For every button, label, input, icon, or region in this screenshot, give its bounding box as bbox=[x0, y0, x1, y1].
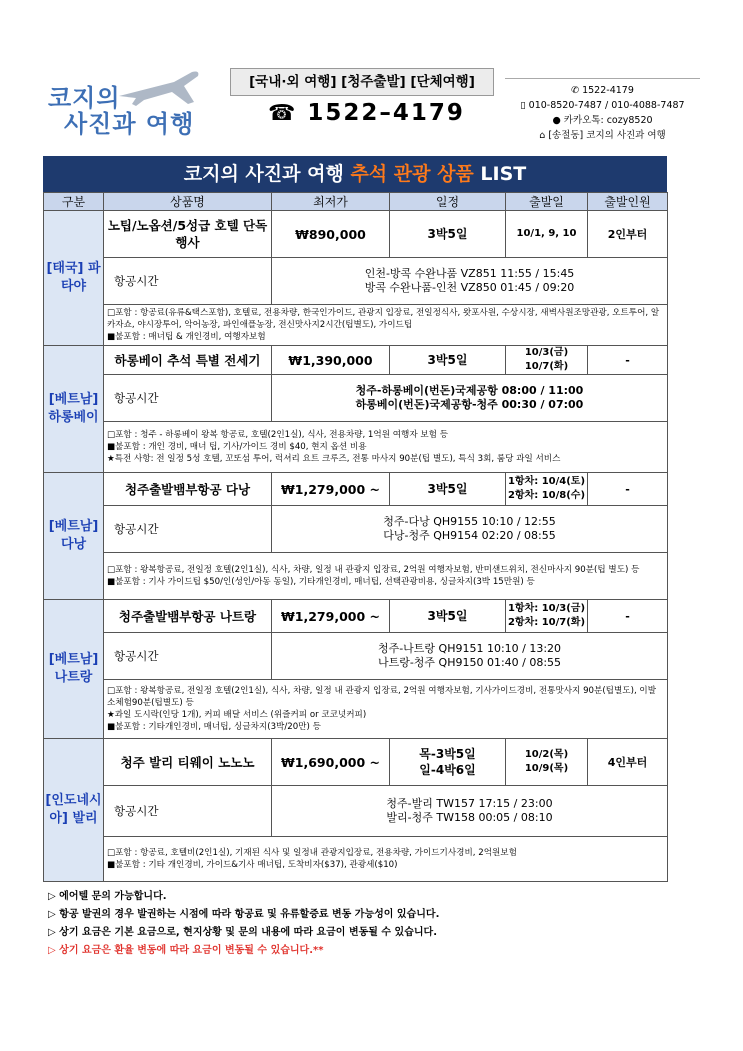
product-schedule bbox=[390, 346, 506, 375]
title-highlight: 추석 관광 상품 bbox=[350, 163, 474, 185]
product-people: - bbox=[588, 346, 668, 375]
flight-line: 방콕 수완나품-인천 VZ850 01:45 / 09:20 bbox=[364, 281, 575, 294]
region-cell: [베트남] 나트랑 bbox=[44, 600, 104, 739]
product-name: 청주출발뱀부항공 나트랑 bbox=[104, 600, 272, 633]
flight-times bbox=[272, 375, 668, 422]
schedule-line: 3박5일 bbox=[427, 482, 468, 496]
contact-kakao: ● 카카오톡: cozy8520 bbox=[552, 115, 653, 126]
product-main-row bbox=[44, 346, 668, 375]
flight-row bbox=[44, 786, 668, 837]
departure-line: 10/9(목) bbox=[524, 763, 569, 774]
product-people: - bbox=[588, 600, 668, 633]
schedule-line: 3박5일 bbox=[427, 227, 468, 241]
flight-row bbox=[44, 506, 668, 553]
footer-notes bbox=[48, 888, 439, 960]
note-line: ■불포함 : 기타 개인경비, 가이드&기사 매너팁, 도착비자($37), 관광세($10) bbox=[107, 860, 398, 870]
note-line: □포함 : 항공료, 호텔비(2인1실), 기재된 식사 및 일정내 관광지입장료, 전용차량, 가이드기사경비, 2억원보험 bbox=[107, 848, 517, 858]
departure-line: 10/2(목) bbox=[524, 749, 569, 760]
product-list bbox=[43, 156, 667, 882]
notes-row bbox=[44, 422, 668, 473]
flight-label: 항공시간 bbox=[104, 786, 272, 837]
flight-label: 항공시간 bbox=[104, 375, 272, 422]
contact-mobile: ▯ 010-8520-7487 / 010-4088-7487 bbox=[520, 100, 685, 111]
product-departure bbox=[506, 346, 588, 375]
main-phone-number: 1522–4179 bbox=[307, 100, 465, 126]
departure-line: 1항차: 10/4(토) bbox=[507, 476, 586, 487]
departure-line: 2항차: 10/7(화) bbox=[507, 617, 586, 628]
flight-line: 나트랑-청주 QH9150 01:40 / 08:55 bbox=[377, 656, 562, 669]
product-notes bbox=[104, 305, 668, 346]
flight-label: 항공시간 bbox=[104, 258, 272, 305]
col-header: 구분 bbox=[44, 193, 104, 211]
product-main-row bbox=[44, 600, 668, 633]
flight-line: 인천-방콕 수완나품 VZ851 11:55 / 15:45 bbox=[364, 267, 575, 280]
flight-times bbox=[272, 506, 668, 553]
flight-row bbox=[44, 375, 668, 422]
col-header: 출발인원 bbox=[588, 193, 668, 211]
contact-info bbox=[505, 78, 700, 145]
flight-line: 청주-나트랑 QH9151 10:10 / 13:20 bbox=[377, 642, 562, 655]
note-line: □포함 : 왕복항공료, 전일정 호텔(2인1실), 식사, 차량, 일정 내 관광지 입장료, 2억원 여행자보험, 기사가이드경비, 전통맛사지 90분(팁별도), 이발소체험90분(팁별도) 등 bbox=[107, 686, 657, 708]
schedule-line: 목-3박5일 bbox=[419, 747, 476, 761]
contact-phone: ✆ 1522-4179 bbox=[571, 85, 634, 96]
note-line: ★과일 도시락(인당 1개), 커피 배달 서비스 (위즐커피 or 코코넛커피) bbox=[107, 710, 367, 720]
flight-row bbox=[44, 258, 668, 305]
product-schedule bbox=[390, 473, 506, 506]
product-people: - bbox=[588, 473, 668, 506]
product-people: 2인부터 bbox=[588, 211, 668, 258]
region-cell: [태국] 파타야 bbox=[44, 211, 104, 346]
region-cell: [인도네시아] 발리 bbox=[44, 739, 104, 882]
flight-line: 다낭-청주 QH9154 02:20 / 08:55 bbox=[383, 529, 556, 542]
chat-bubble-icon: ● bbox=[552, 115, 564, 126]
logo-text-line1: 코지의 bbox=[48, 84, 121, 112]
product-notes bbox=[104, 680, 668, 739]
note-line: □포함 : 왕복항공료, 전일정 호텔(2인1실), 식사, 차량, 일정 내 관광지 입장료, 2억원 여행자보험, 반미샌드위치, 전신마사지 90분(팁 별도) 등 bbox=[107, 565, 640, 575]
product-name: 노팁/노옵션/5성급 호텔 단독행사 bbox=[104, 211, 272, 258]
airplane-icon bbox=[114, 68, 204, 108]
product-notes bbox=[104, 422, 668, 473]
notes-row bbox=[44, 305, 668, 346]
flight-line: 청주-하롱베이(번돈)국제공항 08:00 / 11:00 bbox=[355, 384, 584, 397]
flight-line: 청주-발리 TW157 17:15 / 23:00 bbox=[386, 797, 553, 810]
schedule-line: 일-4박6일 bbox=[419, 763, 476, 777]
contact-address: ⌂ [송절동] 코지의 사진과 여행 bbox=[539, 130, 666, 141]
mobile-icon: ▯ bbox=[520, 100, 529, 111]
service-tag: [국내·외 여행] [청주출발] [단체여행] bbox=[230, 68, 494, 96]
product-price: ₩1,279,000 ~ bbox=[272, 473, 390, 506]
note-line: ★특전 사항: 전 일정 5성 호텔, 꼬또섬 투어, 럭셔리 요트 크루즈, 전통 마사지 90분(팁 별도), 특식 3회, 룸당 과일 서비스 bbox=[107, 454, 561, 464]
table-header-row bbox=[44, 193, 668, 211]
home-icon: ⌂ bbox=[539, 130, 549, 141]
product-main-row bbox=[44, 739, 668, 786]
product-schedule bbox=[390, 739, 506, 786]
product-price: ₩1,390,000 bbox=[272, 346, 390, 375]
footer-note: ▷ 상기 요금은 기본 요금으로, 현지상황 및 문의 내용에 따라 요금이 변동될 수 있습니다. bbox=[48, 927, 437, 938]
product-schedule bbox=[390, 211, 506, 258]
flight-label: 항공시간 bbox=[104, 633, 272, 680]
product-main-row bbox=[44, 473, 668, 506]
product-price: ₩890,000 bbox=[272, 211, 390, 258]
notes-row bbox=[44, 553, 668, 600]
main-phone bbox=[268, 100, 465, 126]
region-cell: [베트남] 하롱베이 bbox=[44, 346, 104, 473]
departure-line: 10/7(화) bbox=[524, 361, 569, 372]
footer-note-warning: ▷ 상기 요금은 환율 변동에 따라 요금이 변동될 수 있습니다.** bbox=[48, 945, 324, 956]
product-notes bbox=[104, 837, 668, 882]
product-name: 청주출발뱀부항공 다낭 bbox=[104, 473, 272, 506]
flight-line: 하롱베이(번돈)국제공항-청주 00:30 / 07:00 bbox=[355, 398, 584, 411]
flight-line: 청주-다낭 QH9155 10:10 / 12:55 bbox=[383, 515, 556, 528]
flight-times bbox=[272, 258, 668, 305]
telephone-icon: ☎ bbox=[268, 101, 298, 126]
product-name: 하롱베이 추석 특별 전세기 bbox=[104, 346, 272, 375]
product-main-row bbox=[44, 211, 668, 258]
product-notes bbox=[104, 553, 668, 600]
product-price: ₩1,279,000 ~ bbox=[272, 600, 390, 633]
schedule-line: 3박5일 bbox=[427, 353, 468, 367]
product-departure bbox=[506, 600, 588, 633]
note-line: ■불포함 : 개인 경비, 매너 팁, 기사/가이드 경비 $40, 현지 옵션 비용 bbox=[107, 442, 367, 452]
note-line: ■불포함 : 매너팁 & 개인경비, 여행자보험 bbox=[107, 332, 266, 342]
product-price: ₩1,690,000 ~ bbox=[272, 739, 390, 786]
departure-line: 10/1, 9, 10 bbox=[516, 228, 577, 239]
flight-times bbox=[272, 633, 668, 680]
departure-line: 10/3(금) bbox=[524, 347, 569, 358]
logo bbox=[44, 66, 204, 136]
product-name: 청주 발리 티웨이 노노노 bbox=[104, 739, 272, 786]
note-line: ■불포함 : 기사 가이드팁 $50/인(성인/아동 동일), 기타개인경비, 매너팁, 선택관광비용, 싱글차지(3박 15만원) 등 bbox=[107, 577, 535, 587]
footer-note: ▷ 항공 발권의 경우 발권하는 시점에 따라 항공료 및 유류할증료 변동 가능성이 있습니다. bbox=[48, 909, 440, 920]
col-header: 일정 bbox=[390, 193, 506, 211]
col-header: 상품명 bbox=[104, 193, 272, 211]
phone-icon: ✆ bbox=[571, 85, 583, 96]
notes-row bbox=[44, 680, 668, 739]
product-table bbox=[43, 192, 668, 882]
page-title: 코지의 사진과 여행 추석 관광 상품 LIST bbox=[43, 156, 667, 192]
flight-times bbox=[272, 786, 668, 837]
product-people: 4인부터 bbox=[588, 739, 668, 786]
logo-text-line2: 사진과 여행 bbox=[64, 110, 195, 138]
product-departure bbox=[506, 473, 588, 506]
note-line: □포함 : 항공료(유류&택스포함), 호텔료, 전용차량, 한국인가이드, 관광지 입장료, 전일정식사, 왓포사원, 수상시장, 새벽사원조망관광, 오트투어, 알카자쇼, 야시장투어, 악어농장, 파인애플농장, 전신맛사지2시간(팁별도), 가이드팁 bbox=[107, 308, 660, 330]
product-schedule bbox=[390, 600, 506, 633]
departure-line: 1항차: 10/3(금) bbox=[507, 603, 586, 614]
flight-line: 발리-청주 TW158 00:05 / 08:10 bbox=[386, 811, 553, 824]
product-departure bbox=[506, 211, 588, 258]
flight-label: 항공시간 bbox=[104, 506, 272, 553]
region-cell: [베트남] 다낭 bbox=[44, 473, 104, 600]
notes-row bbox=[44, 837, 668, 882]
note-line: □포함 : 청주 - 하롱베이 왕복 항공료, 호텔(2인1실), 식사, 전용차량, 1억원 여행자 보험 등 bbox=[107, 430, 449, 440]
footer-note: ▷ 에어텔 문의 가능합니다. bbox=[48, 891, 167, 902]
col-header: 최저가 bbox=[272, 193, 390, 211]
col-header: 출발일 bbox=[506, 193, 588, 211]
schedule-line: 3박5일 bbox=[427, 609, 468, 623]
product-departure bbox=[506, 739, 588, 786]
flight-row bbox=[44, 633, 668, 680]
note-line: ■불포함 : 기타개인경비, 매너팁, 싱글차지(3박/20만) 등 bbox=[107, 722, 321, 732]
departure-line: 2항차: 10/8(수) bbox=[507, 490, 586, 501]
